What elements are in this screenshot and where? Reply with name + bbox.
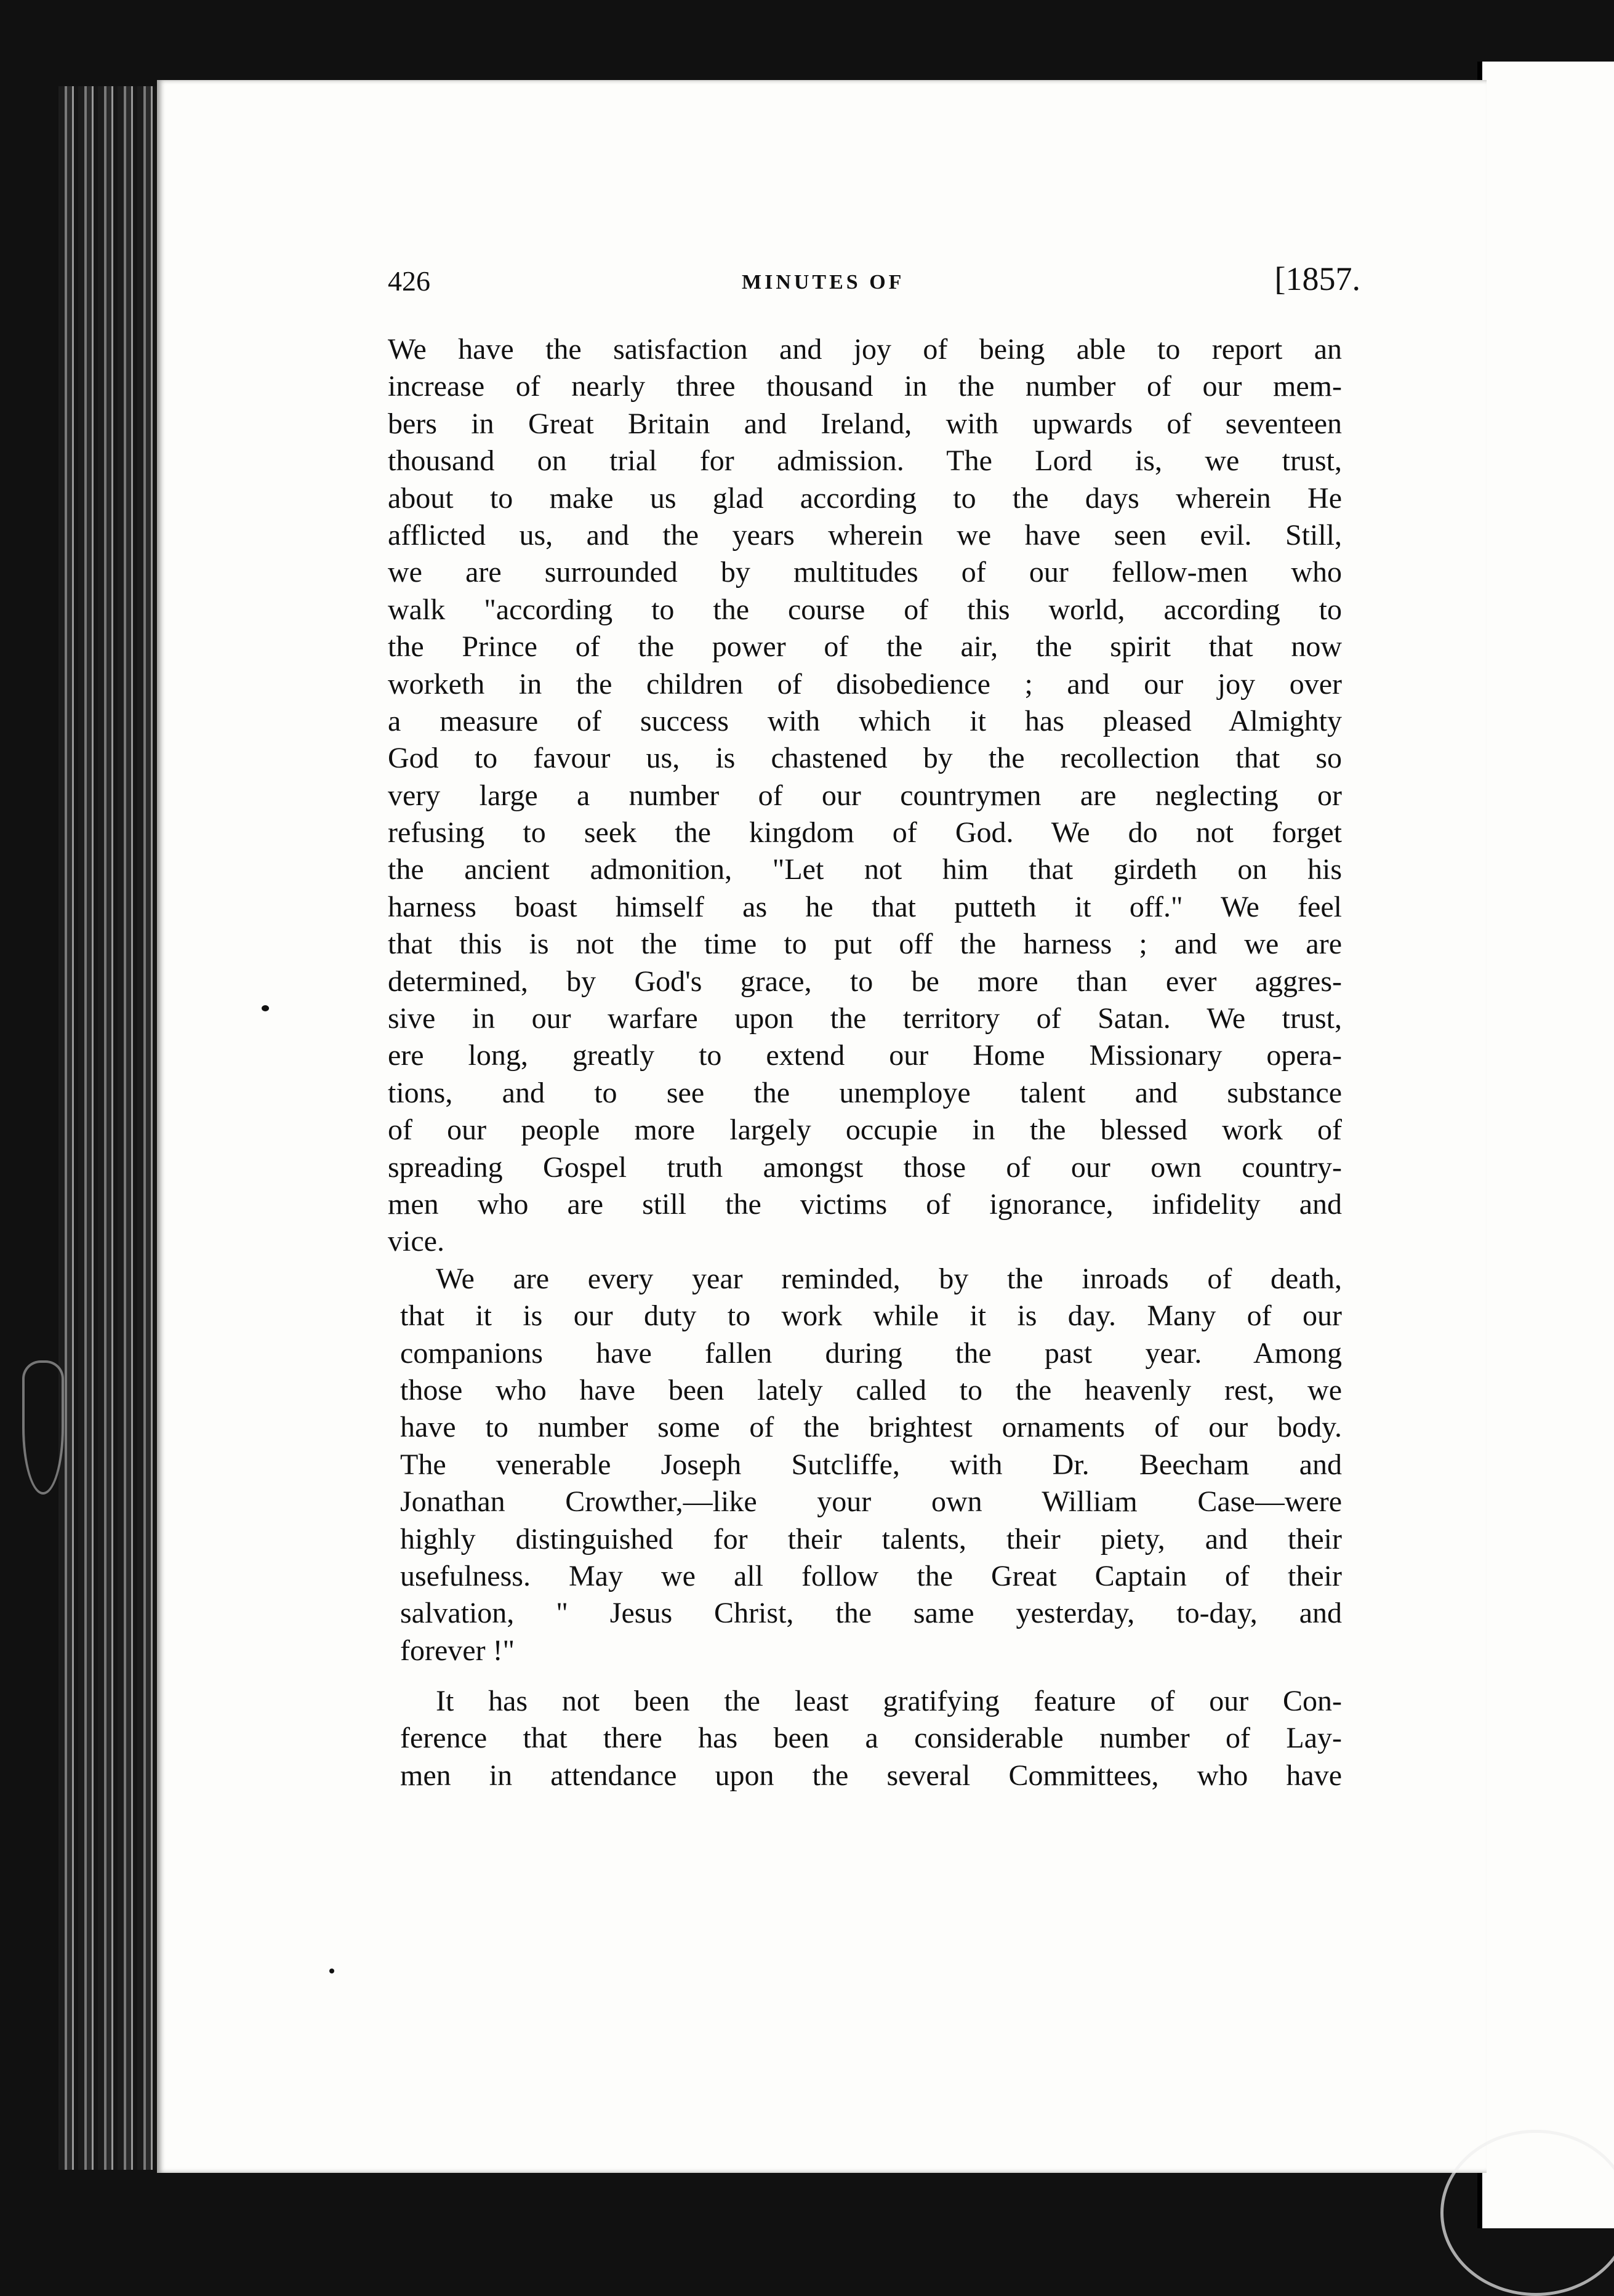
text-line: have to number some of the brightest ornaments of our body. [400,1411,1342,1444]
text-line: very large a number of our countrymen are neglecting or [388,779,1342,812]
page-number: 426 [388,265,430,297]
text-line: thousand on trial for admission. The Lord is, we trust, [388,444,1342,478]
text-line: ere long, greatly to extend our Home Missionary opera- [388,1039,1342,1072]
text-line: tions, and to see the unemploye talent and substance [388,1076,1342,1109]
page-edge-stack [58,86,160,2170]
paragraph-start-line: We are every year reminded, by the inroads of death, [436,1262,1342,1295]
text-line: salvation, " Jesus Christ, the same yesterday, to-day, and [400,1597,1342,1630]
margin-dot [262,1005,269,1011]
text-line: God to favour us, is chastened by the recollection that so [388,742,1342,775]
text-line: spreading Gospel truth amongst those of our own country- [388,1150,1342,1184]
text-line: afflicted us, and the years wherein we have seen evil. Still, [388,518,1342,552]
text-line: a measure of success with which it has pleased Almighty [388,704,1342,737]
text-line: usefulness. May we all follow the Great Captain of their [400,1559,1342,1592]
text-line: that it is our duty to work while it is day. Many of our [400,1299,1342,1333]
text-line: determined, by God's grace, to be more than ever aggres- [388,965,1342,998]
text-line: bers in Great Britain and Ireland, with upwards of seventeen [388,407,1342,440]
text-line: about to make us glad according to the days wherein He [388,481,1342,515]
running-title: MINUTES OF [742,271,905,294]
margin-scan-artifact [22,1360,64,1495]
text-line: those who have been lately called to the heavenly rest, we [400,1373,1342,1407]
text-line: men in attendance upon the several Committees, who have [400,1759,1342,1792]
text-line: increase of nearly three thousand in the number of our mem- [388,370,1342,403]
text-line: sive in our warfare upon the territory of Satan. We trust, [388,1002,1342,1035]
text-line: men who are still the victims of ignorance, infidelity and [388,1187,1342,1221]
text-line: The venerable Joseph Sutcliffe, with Dr. Beecham and [400,1448,1342,1481]
text-line: Jonathan Crowther,—like your own William Case—were [400,1485,1342,1519]
text-line: highly distinguished for their talents, their piety, and their [400,1522,1342,1555]
text-line: forever !" [400,1634,515,1667]
text-line: of our people more largely occupie in the blessed work of [388,1114,1342,1147]
year-heading: [1857. [1274,260,1360,297]
facing-page-edge [1477,62,1614,2228]
scan-corner-artifact [1440,2130,1614,2296]
paragraph-start-line: It has not been the least gratifying feature of our Con- [436,1685,1342,1718]
text-line: harness boast himself as he that putteth it off." We feel [388,890,1342,923]
margin-dot [329,1969,334,1973]
text-line: vice. [388,1225,444,1258]
text-line: ference that there has been a considerable number of Lay- [400,1722,1342,1755]
page-header [388,260,1360,314]
text-line: companions have fallen during the past year. Among [400,1336,1342,1370]
text-line: the Prince of the power of the air, the spirit that now [388,630,1342,664]
paragraph-gap [388,1669,1342,1683]
body-text [388,331,1342,1794]
text-line: We have the satisfaction and joy of being able to report an [388,333,1342,366]
text-line: worketh in the children of disobedience ; and our joy over [388,667,1342,700]
text-line: the ancient admonition, "Let not him that girdeth on his [388,853,1342,886]
text-line: walk "according to the course of this world, according to [388,593,1342,626]
text-line: that this is not the time to put off the harness ; and we are [388,928,1342,961]
text-line: refusing to seek the kingdom of God. We do not forget [388,816,1342,849]
text-line: we are surrounded by multitudes of our fellow-men who [388,556,1342,589]
